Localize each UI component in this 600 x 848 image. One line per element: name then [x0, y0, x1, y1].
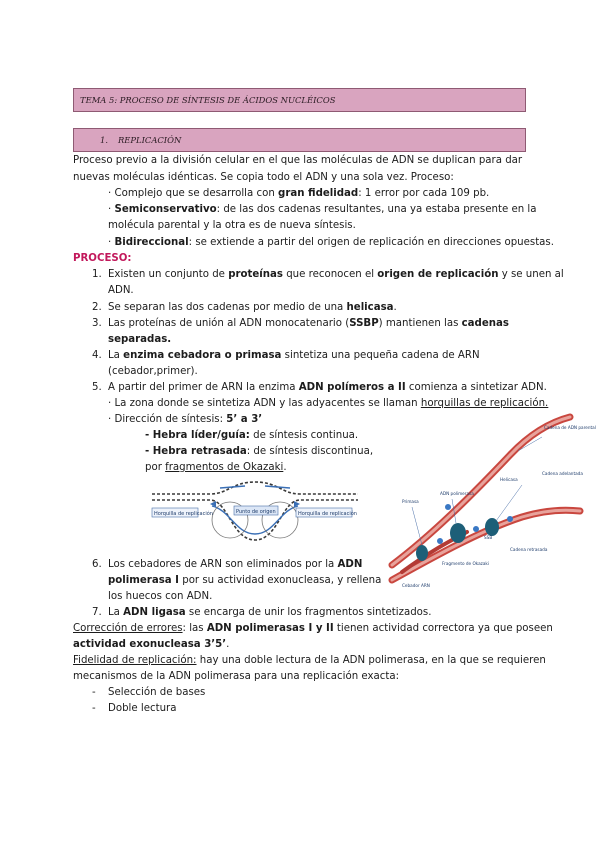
step-1-e: y se unen al: [498, 269, 564, 280]
step-1-c: que reconocen el: [282, 269, 378, 280]
feature-1-b: gran fidelidad: [278, 188, 359, 199]
fig2-label-parental: Cadena de ADN parental: [544, 425, 596, 430]
fidelidad-b: hay una doble lectura de la ADN polimerasa, en la que se requieren: [196, 655, 546, 666]
correccion-f: .: [226, 639, 230, 650]
feature-2: [108, 203, 537, 216]
fidelidad-bullet-2: Doble lectura: [108, 703, 177, 714]
feature-3: [108, 236, 554, 249]
fidelidad-a: Fidelidad de replicación:: [73, 655, 197, 666]
proceso-label: PROCESO:: [73, 253, 132, 264]
step-1-a: Existen un conjunto de: [108, 269, 229, 280]
section-number: 1.: [100, 135, 108, 145]
step-5-g: 5’ a 3’: [226, 414, 263, 425]
replication-fork-figure: [392, 415, 596, 590]
feature-1-a: · Complejo que se desarrolla con: [108, 188, 279, 199]
correccion-a: Corrección de errores: [73, 623, 183, 634]
fig2-label-lagging: Cadena retrasada: [510, 547, 548, 552]
section-title: REPLICACIÓN: [118, 135, 182, 145]
feature-2-c: : de las dos cadenas resultantes, una ya estaba presente en la: [216, 204, 537, 215]
correccion-c: ADN polimerasas I y II: [206, 623, 334, 634]
fidelidad-line-1: [73, 654, 546, 667]
step-6-b: ADN: [337, 559, 363, 570]
step-1-num: 1.: [92, 269, 102, 280]
step-5-e: horquillas de replicación.: [420, 398, 549, 409]
feature-1: [108, 187, 489, 200]
step-5-fork: [108, 397, 548, 410]
step-5-i: de síntesis continua.: [249, 430, 359, 441]
fig1-label-right: Horquilla de replicación: [298, 511, 357, 517]
step-7-c: se encarga de unir los fragmentos sintetizados.: [185, 607, 432, 618]
fidelidad-bullet-1: Selección de bases: [108, 687, 206, 698]
step-4-b: enzima cebadora o primasa: [123, 350, 282, 361]
step-1-d: origen de replicación: [377, 269, 499, 280]
step-6-cont-2: los huecos con ADN.: [108, 591, 213, 602]
step-7: [108, 606, 431, 619]
step-5-m: fragmentos de Okazaki: [165, 462, 284, 473]
step-2-num: 2.: [92, 302, 102, 313]
feature-3-b: Bidireccional: [114, 237, 189, 248]
step-5-n: .: [283, 462, 287, 473]
correccion-e: actividad exonucleasa 3’5’: [73, 639, 227, 650]
feature-1-c: : 1 error por cada 109 pb.: [358, 188, 490, 199]
step-5-b: ADN polímeros a II: [298, 382, 406, 393]
step-6-cont: [108, 574, 381, 587]
fig2-label-helicase: Helicasa: [500, 477, 518, 482]
step-5-c: comienza a sintetizar ADN.: [405, 382, 547, 393]
step-3-c: ) mantienen las: [378, 318, 462, 329]
step-4-num: 4.: [92, 350, 102, 361]
step-6-c: polimerasa I: [108, 575, 179, 586]
correccion-b: : las: [182, 623, 207, 634]
step-7-num: 7.: [92, 607, 102, 618]
fidelidad-line-2: mecanismos de la ADN polimerasa para una replicación exacta:: [73, 671, 400, 682]
feature-2-b: Semiconservativo: [114, 204, 217, 215]
step-6-num: 6.: [92, 559, 102, 570]
step-5-k: : de síntesis discontinua,: [246, 446, 374, 457]
step-4-cont: (cebador,primer).: [108, 366, 198, 377]
step-2-a: Se separan las dos cadenas por medio de una: [108, 302, 347, 313]
feature-3-a: ·: [108, 237, 115, 248]
step-4: [108, 349, 480, 362]
step-2-b: helicasa: [346, 302, 394, 313]
step-4-c: sintetiza una pequeña cadena de ARN: [281, 350, 480, 361]
fig1-label-center: Punto de origen: [236, 509, 276, 515]
step-1-b: proteínas: [228, 269, 283, 280]
fig1-label-left: Horquilla de replicación: [154, 511, 213, 517]
step-5-num: 5.: [92, 382, 102, 393]
step-3-cont: separadas.: [108, 334, 172, 345]
fig2-label-polymerase: ADN polimerasa: [440, 491, 474, 496]
step-5: [108, 381, 547, 394]
correccion-line-1: [73, 622, 553, 635]
intro-line-2: nuevas moléculas idénticas. Se copia todo el ADN y una sola vez. Proceso:: [73, 172, 454, 183]
fidelidad-bullet-1-dash: -: [92, 687, 96, 698]
step-5-leading: [145, 429, 358, 442]
replication-bubble-figure: [150, 478, 360, 553]
step-1: [108, 268, 564, 281]
fig2-label-ssb: SSB: [484, 535, 493, 540]
step-5-lagging: [145, 445, 373, 458]
feature-3-c: : se extiende a partir del origen de replicación en direcciones opuestas.: [188, 237, 554, 248]
step-3-d: cadenas: [461, 318, 509, 329]
feature-2-cont: molécula parental y la otra es de nueva síntesis.: [108, 220, 356, 231]
intro-line-1: Proceso previo a la división celular en el que las moléculas de ADN se duplican para dar: [73, 155, 523, 166]
step-5-f: · Dirección de síntesis:: [108, 414, 227, 425]
step-5-j: - Hebra retrasada: [145, 446, 247, 457]
step-2: [108, 301, 397, 314]
title-box: [73, 88, 526, 112]
step-6-d: por su actividad exonucleasa, y rellena: [178, 575, 382, 586]
fig2-label-primase: Primasa: [402, 499, 419, 504]
step-6: [108, 558, 362, 571]
step-1-cont: ADN.: [108, 285, 134, 296]
step-5-okazaki: [145, 461, 287, 474]
step-5-h: - Hebra líder/guía:: [145, 430, 250, 441]
step-2-c: .: [393, 302, 397, 313]
step-3-num: 3.: [92, 318, 102, 329]
step-3: [108, 317, 509, 330]
fig2-label-okazaki: Fragmento de Okazaki: [442, 561, 490, 566]
step-3-b: SSBP: [349, 318, 379, 329]
step-5-a: A partir del primer de ARN la enzima: [108, 382, 299, 393]
step-5-l: por: [145, 462, 166, 473]
section-box: [73, 128, 526, 152]
feature-2-a: ·: [108, 204, 115, 215]
step-5-direction: [108, 413, 262, 426]
step-7-a: La: [108, 607, 124, 618]
fidelidad-bullet-2-dash: -: [92, 703, 96, 714]
step-3-a: Las proteínas de unión al ADN monocatenario (: [108, 318, 350, 329]
correccion-line-2: [73, 638, 229, 651]
fig2-label-leading: Cadena adelantada: [542, 471, 583, 476]
step-6-a: Los cebadores de ARN son eliminados por la: [108, 559, 338, 570]
fig2-label-primer: Cebador ARN: [402, 583, 430, 588]
correccion-d: tienen actividad correctora ya que poseen: [333, 623, 553, 634]
step-4-a: La: [108, 350, 124, 361]
step-5-d: · La zona donde se sintetiza ADN y las adyacentes se llaman: [108, 398, 421, 409]
page-title: TEMA 5: PROCESO DE SÍNTESIS DE ÁCIDOS NUCLÉICOS: [80, 95, 336, 105]
step-7-b: ADN ligasa: [123, 607, 186, 618]
